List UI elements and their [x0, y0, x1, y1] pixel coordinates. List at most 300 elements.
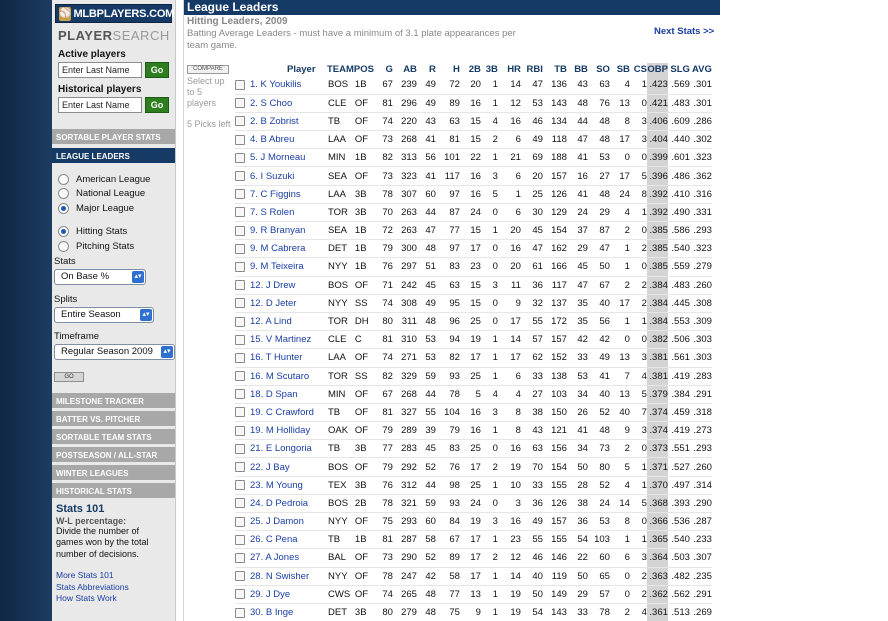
compare-button[interactable]: COMPARE [187, 65, 229, 74]
cell-pos: 3B [354, 203, 376, 221]
compare-checkbox[interactable] [235, 135, 245, 145]
cell-hr: 19 [498, 458, 521, 476]
cell-avg: .362 [690, 167, 712, 185]
cell-player[interactable]: 30. B Inge [249, 603, 327, 621]
column-header-r[interactable]: R [429, 64, 436, 75]
cell-sb: 0 [610, 567, 630, 585]
cell-avg: .291 [690, 385, 712, 403]
column-header-so[interactable]: SO [596, 64, 610, 75]
cell-player[interactable]: 9. M Cabrera [249, 240, 327, 258]
compare-checkbox[interactable] [235, 226, 245, 236]
cell-3b: 1 [481, 76, 498, 94]
cell-3b: 0 [481, 440, 498, 458]
cell-g: 76 [376, 258, 393, 276]
cell-3b: 1 [481, 222, 498, 240]
cell-slg: .506 [668, 331, 690, 349]
cell-r: 51 [417, 258, 436, 276]
historical-players-go-button[interactable]: Go [145, 97, 169, 113]
radio-button-selected[interactable] [58, 226, 69, 237]
cell-sb: 4 [610, 476, 630, 494]
historical-players-input[interactable]: Enter Last Name [58, 97, 142, 113]
winter-leagues-link[interactable]: WINTER LEAGUES [52, 465, 175, 481]
cell-tb: 155 [543, 531, 567, 549]
cell-so: 42 [588, 331, 610, 349]
row-select-cell [235, 385, 249, 403]
cell-bb: 33 [567, 349, 588, 367]
cell-ab: 308 [393, 294, 417, 312]
splits-select-value: Entire Season [61, 308, 121, 320]
cell-so: 27 [588, 167, 610, 185]
cell-cs: 1 [630, 476, 647, 494]
cell-ab: 310 [393, 331, 417, 349]
cell-cs: 3 [630, 349, 647, 367]
small-go-button[interactable]: GO [54, 372, 84, 382]
cell-pos: OF [354, 585, 376, 603]
column-header-g[interactable]: G [385, 64, 393, 75]
column-header-sb[interactable]: SB [616, 64, 630, 75]
cell-team: NYY [327, 294, 354, 312]
cell-pos: OF [354, 94, 376, 112]
cell-ab: 300 [393, 240, 417, 258]
cell-so: 48 [588, 422, 610, 440]
timeframe-select[interactable] [54, 344, 175, 360]
cell-team: BOS [327, 76, 354, 94]
cell-pos: 1B [354, 258, 376, 276]
milestone-tracker-link[interactable]: MILESTONE TRACKER [52, 393, 175, 409]
cell-pos: 1B [354, 240, 376, 258]
page-title: League Leaders [184, 0, 720, 15]
historical-stats-link[interactable]: HISTORICAL STATS [52, 483, 175, 499]
cell-player[interactable]: 28. N Swisher [249, 567, 327, 585]
cell-g: 79 [376, 422, 393, 440]
cell-sb: 4 [610, 76, 630, 94]
cell-player[interactable]: 9. R Branyan [249, 222, 327, 240]
cell-pos: 3B [354, 603, 376, 621]
cell-player[interactable]: 12. A Lind [249, 312, 327, 330]
cell-ab: 265 [393, 585, 417, 603]
compare-checkbox[interactable] [235, 553, 245, 563]
cell-g: 78 [376, 185, 393, 203]
cell-player[interactable]: 27. A Jones [249, 549, 327, 567]
cell-so: 53 [588, 513, 610, 531]
column-header-team[interactable]: TEAM [327, 64, 354, 75]
radio-national-league[interactable] [58, 187, 175, 202]
cell-rbi: 61 [521, 258, 543, 276]
table-row [235, 440, 712, 458]
cell-so: 40 [588, 294, 610, 312]
column-header-2b[interactable]: 2B [468, 64, 481, 75]
cell-player[interactable]: 5. J Morneau [249, 149, 327, 167]
cell-3b: 1 [481, 349, 498, 367]
cell-tb: 118 [543, 131, 567, 149]
cell-2b: 24 [460, 494, 481, 512]
row-select-cell [235, 494, 249, 512]
cell-r: 45 [417, 440, 436, 458]
compare-checkbox[interactable] [235, 589, 245, 599]
next-stats-link[interactable]: Next Stats >> [654, 26, 715, 37]
cell-obp: .404 [647, 131, 668, 149]
radio-pitching-stats[interactable] [58, 239, 175, 254]
cell-so: 24 [588, 494, 610, 512]
compare-checkbox[interactable] [235, 171, 245, 181]
column-header-ab[interactable]: AB [403, 64, 417, 75]
cell-pos: OF [354, 549, 376, 567]
compare-checkbox[interactable] [235, 317, 245, 327]
cell-player[interactable]: 24. D Pedroia [249, 494, 327, 512]
cell-obp: .371 [647, 458, 668, 476]
compare-checkbox[interactable] [235, 389, 245, 399]
cell-3b: 0 [481, 240, 498, 258]
column-header-player[interactable]: Player [287, 64, 316, 75]
cell-team: NYY [327, 258, 354, 276]
column-header-3b[interactable]: 3B [485, 64, 498, 75]
cell-bb: 34 [567, 440, 588, 458]
row-select-cell [235, 276, 249, 294]
cell-sb: 13 [610, 349, 630, 367]
column-header-obp[interactable]: OBP [647, 64, 668, 75]
compare-checkbox[interactable] [235, 280, 245, 290]
cell-player[interactable]: 12. J Drew [249, 276, 327, 294]
cell-hr: 16 [498, 240, 521, 258]
radio-button[interactable] [58, 174, 69, 185]
compare-checkbox[interactable] [235, 371, 245, 381]
cell-rbi: 36 [521, 494, 543, 512]
cell-avg: .290 [690, 494, 712, 512]
cell-player[interactable]: 23. M Young [249, 476, 327, 494]
cell-tb: 134 [543, 112, 567, 130]
cell-rbi: 55 [521, 312, 543, 330]
compare-checkbox[interactable] [235, 498, 245, 508]
cell-g: 70 [376, 203, 393, 221]
cell-so: 103 [588, 531, 610, 549]
cell-3b: 0 [481, 258, 498, 276]
cell-avg: .269 [690, 603, 712, 621]
how-stats-work-link[interactable]: How Stats Work [56, 593, 117, 603]
cell-avg: .303 [690, 349, 712, 367]
cell-bb: 28 [567, 476, 588, 494]
cell-tb: 117 [543, 276, 567, 294]
cell-g: 81 [376, 331, 393, 349]
cell-h: 78 [436, 385, 460, 403]
compare-checkbox[interactable] [235, 426, 245, 436]
cell-avg: .316 [690, 185, 712, 203]
cell-player[interactable]: 16. T Hunter [249, 349, 327, 367]
cell-player[interactable]: 6. I Suzuki [249, 167, 327, 185]
column-header-h[interactable]: H [453, 64, 460, 75]
spacer [52, 164, 175, 172]
cell-hr: 16 [498, 513, 521, 531]
cell-bb: 41 [567, 185, 588, 203]
cell-player[interactable]: 7. C Figgins [249, 185, 327, 203]
cell-team: CWS [327, 585, 354, 603]
stats-abbreviations-link[interactable]: Stats Abbreviations [56, 581, 129, 592]
cell-slg: .486 [668, 167, 690, 185]
cell-player[interactable]: 25. J Damon [249, 513, 327, 531]
table-row [235, 531, 712, 549]
splits-select[interactable] [54, 307, 154, 323]
more-stats-101-link[interactable]: More Stats 101 [56, 570, 114, 580]
cell-2b: 16 [460, 422, 481, 440]
cell-player[interactable]: 19. C Crawford [249, 403, 327, 421]
table-header-row [235, 63, 712, 76]
cell-player[interactable]: 16. M Scutaro [249, 367, 327, 385]
cell-h: 83 [436, 440, 460, 458]
stats-select-value: On Base % [61, 270, 110, 282]
compare-checkbox[interactable] [235, 189, 245, 199]
table-row [235, 513, 712, 531]
radio-button-selected[interactable] [58, 203, 69, 214]
compare-checkbox[interactable] [235, 480, 245, 490]
row-select-cell [235, 185, 249, 203]
cell-hr: 8 [498, 422, 521, 440]
cell-3b: 3 [481, 513, 498, 531]
cell-3b: 1 [481, 476, 498, 494]
column-header-pos[interactable]: POS [353, 64, 374, 75]
cell-slg: .513 [668, 603, 690, 621]
cell-hr: 11 [498, 276, 521, 294]
cell-r: 48 [417, 312, 436, 330]
cell-h: 82 [436, 349, 460, 367]
site-logo[interactable] [55, 4, 175, 23]
column-header-hr[interactable]: HR [507, 64, 521, 75]
cell-bb: 43 [567, 76, 588, 94]
cell-g: 74 [376, 112, 393, 130]
cell-team: LAA [327, 131, 354, 149]
sidebar [52, 0, 176, 621]
cell-player[interactable]: 12. D Jeter [249, 294, 327, 312]
cell-avg: .286 [690, 112, 712, 130]
compare-checkbox[interactable] [235, 462, 245, 472]
cell-team: TOR [327, 203, 354, 221]
radio-label: Pitching Stats [76, 240, 135, 252]
compare-checkbox[interactable] [235, 353, 245, 363]
column-header-rbi[interactable]: RBI [526, 64, 543, 75]
radio-american-league[interactable] [58, 172, 175, 187]
cell-rbi: 57 [521, 331, 543, 349]
batter-vs-pitcher-link[interactable]: BATTER VS. PITCHER [52, 411, 175, 427]
cell-player[interactable]: 7. S Rolen [249, 203, 327, 221]
cell-pos: OF [354, 276, 376, 294]
cell-obp: .382 [647, 331, 668, 349]
cell-sb: 0 [610, 585, 630, 603]
cell-ab: 297 [393, 258, 417, 276]
cell-ab: 313 [393, 149, 417, 167]
cell-team: CLE [327, 331, 354, 349]
cell-ab: 239 [393, 76, 417, 94]
cell-obp: .406 [647, 112, 668, 130]
cell-player[interactable]: 15. V Martinez [249, 331, 327, 349]
cell-cs: 1 [630, 76, 647, 94]
player-search-title-light: PLAYER [58, 28, 113, 43]
cell-team: MIN [327, 149, 354, 167]
cell-rbi: 55 [521, 531, 543, 549]
cell-ab: 329 [393, 367, 417, 385]
cell-h: 93 [436, 367, 460, 385]
cell-r: 39 [417, 422, 436, 440]
compare-checkbox[interactable] [235, 207, 245, 217]
cell-player[interactable]: 22. J Bay [249, 458, 327, 476]
cell-2b: 19 [460, 513, 481, 531]
compare-checkbox[interactable] [235, 608, 245, 618]
cell-team: TOR [327, 367, 354, 385]
cell-tb: 138 [543, 367, 567, 385]
cell-obp: .361 [647, 603, 668, 621]
cell-rbi: 46 [521, 549, 543, 567]
cell-3b: 1 [481, 603, 498, 621]
cell-ab: 292 [393, 458, 417, 476]
cell-avg: .323 [690, 149, 712, 167]
table-row [235, 112, 712, 130]
cell-sb: 7 [610, 367, 630, 385]
cell-ab: 279 [393, 603, 417, 621]
cell-rbi: 30 [521, 203, 543, 221]
cell-g: 74 [376, 349, 393, 367]
cell-r: 60 [417, 185, 436, 203]
cell-player[interactable]: 4. B Abreu [249, 131, 327, 149]
column-header-bb[interactable]: BB [574, 64, 588, 75]
column-header-slg[interactable]: SLG [670, 64, 690, 75]
column-header-tb[interactable]: TB [554, 64, 567, 75]
cell-g: 73 [376, 131, 393, 149]
compare-checkbox[interactable] [235, 535, 245, 545]
cell-hr: 9 [498, 294, 521, 312]
radio-hitting-stats[interactable] [58, 225, 175, 240]
cell-h: 117 [436, 167, 460, 185]
cell-tb: 157 [543, 167, 567, 185]
cell-pos: C [354, 331, 376, 349]
row-select-cell [235, 240, 249, 258]
cell-slg: .540 [668, 531, 690, 549]
cell-player[interactable]: 1. K Youkilis [249, 76, 327, 94]
compare-instructions: Select up to 5 players [187, 76, 225, 108]
cell-tb: 154 [543, 458, 567, 476]
compare-checkbox[interactable] [235, 407, 245, 417]
cell-3b: 1 [481, 422, 498, 440]
cell-bb: 16 [567, 167, 588, 185]
cell-ab: 283 [393, 440, 417, 458]
table-row [235, 94, 712, 112]
cell-hr: 14 [498, 331, 521, 349]
cell-player[interactable]: 2. S Choo [249, 94, 327, 112]
cell-cs: 3 [630, 422, 647, 440]
radio-button[interactable] [58, 188, 69, 199]
cell-pos: 1B [354, 76, 376, 94]
table-row [235, 240, 712, 258]
cell-hr: 17 [498, 312, 521, 330]
cell-bb: 48 [567, 94, 588, 112]
cell-player[interactable]: 18. D Span [249, 385, 327, 403]
compare-checkbox[interactable] [235, 571, 245, 581]
compare-checkbox[interactable] [235, 444, 245, 454]
row-select-cell [235, 603, 249, 621]
cell-player[interactable]: 26. C Pena [249, 531, 327, 549]
row-select-cell [235, 349, 249, 367]
cell-player[interactable]: 21. E Longoria [249, 440, 327, 458]
cell-hr: 4 [498, 385, 521, 403]
cell-avg: .301 [690, 94, 712, 112]
cell-player[interactable]: 9. M Teixeira [249, 258, 327, 276]
cell-g: 67 [376, 76, 393, 94]
cell-slg: .459 [668, 403, 690, 421]
cell-3b: 3 [481, 276, 498, 294]
compare-checkbox[interactable] [235, 335, 245, 345]
compare-checkbox[interactable] [235, 298, 245, 308]
compare-checkbox[interactable] [235, 153, 245, 163]
cell-h: 83 [436, 258, 460, 276]
cell-avg: .293 [690, 222, 712, 240]
cell-bb: 22 [567, 549, 588, 567]
cell-team: TB [327, 112, 354, 130]
cell-ab: 287 [393, 531, 417, 549]
cell-2b: 16 [460, 167, 481, 185]
cell-so: 29 [588, 203, 610, 221]
league-leaders-link[interactable]: LEAGUE LEADERS [52, 148, 175, 164]
compare-checkbox[interactable] [235, 244, 245, 254]
splits-label: Splits [54, 293, 78, 305]
cell-slg: .445 [668, 294, 690, 312]
cell-2b: 25 [460, 476, 481, 494]
cell-player[interactable]: 2. B Zobrist [249, 112, 327, 130]
sortable-player-stats-link[interactable]: SORTABLE PLAYER STATS [52, 129, 175, 145]
compare-checkbox[interactable] [235, 262, 245, 272]
cell-h: 95 [436, 294, 460, 312]
cell-player[interactable]: 19. M Holliday [249, 422, 327, 440]
cell-tb: 157 [543, 331, 567, 349]
cell-r: 49 [417, 294, 436, 312]
cell-hr: 6 [498, 131, 521, 149]
column-header-cs[interactable]: CS [633, 64, 647, 75]
cell-hr: 19 [498, 585, 521, 603]
compare-checkbox[interactable] [235, 116, 245, 126]
cell-2b: 25 [460, 367, 481, 385]
table-row [235, 185, 712, 203]
cell-2b: 16 [460, 403, 481, 421]
cell-hr: 6 [498, 367, 521, 385]
cell-g: 81 [376, 403, 393, 421]
cell-avg: .323 [690, 240, 712, 258]
stats-select[interactable] [54, 269, 146, 285]
cell-obp: .396 [647, 167, 668, 185]
row-select-cell [235, 167, 249, 185]
picks-left-text: 5 Picks left [187, 119, 231, 129]
table-row [235, 458, 712, 476]
cell-avg: .331 [690, 203, 712, 221]
page-subtitle: Hitting Leaders, 2009 [187, 16, 288, 27]
row-select-cell [235, 203, 249, 221]
cell-player[interactable]: 29. J Dye [249, 585, 327, 603]
active-players-input[interactable]: Enter Last Name [58, 62, 142, 78]
cell-pos: OF [354, 513, 376, 531]
stats-101-box [52, 499, 175, 605]
cell-avg: .283 [690, 367, 712, 385]
cell-slg: .601 [668, 149, 690, 167]
cell-sb: 0 [610, 331, 630, 349]
cell-cs: 0 [630, 513, 647, 531]
cell-slg: .419 [668, 367, 690, 385]
cell-r: 59 [417, 494, 436, 512]
column-header-avg[interactable]: AVG [692, 64, 712, 75]
compare-checkbox[interactable] [235, 80, 245, 90]
active-players-go-button[interactable]: Go [145, 62, 169, 78]
main-content [184, 0, 720, 621]
sortable-team-stats-link[interactable]: SORTABLE TEAM STATS [52, 429, 175, 445]
compare-checkbox[interactable] [235, 517, 245, 527]
radio-button[interactable] [58, 241, 69, 252]
radio-major-league[interactable] [58, 201, 175, 216]
compare-checkbox[interactable] [235, 98, 245, 108]
cell-sb: 17 [610, 294, 630, 312]
postseason-all-star-link[interactable]: POSTSEASON / ALL-STAR [52, 447, 175, 463]
